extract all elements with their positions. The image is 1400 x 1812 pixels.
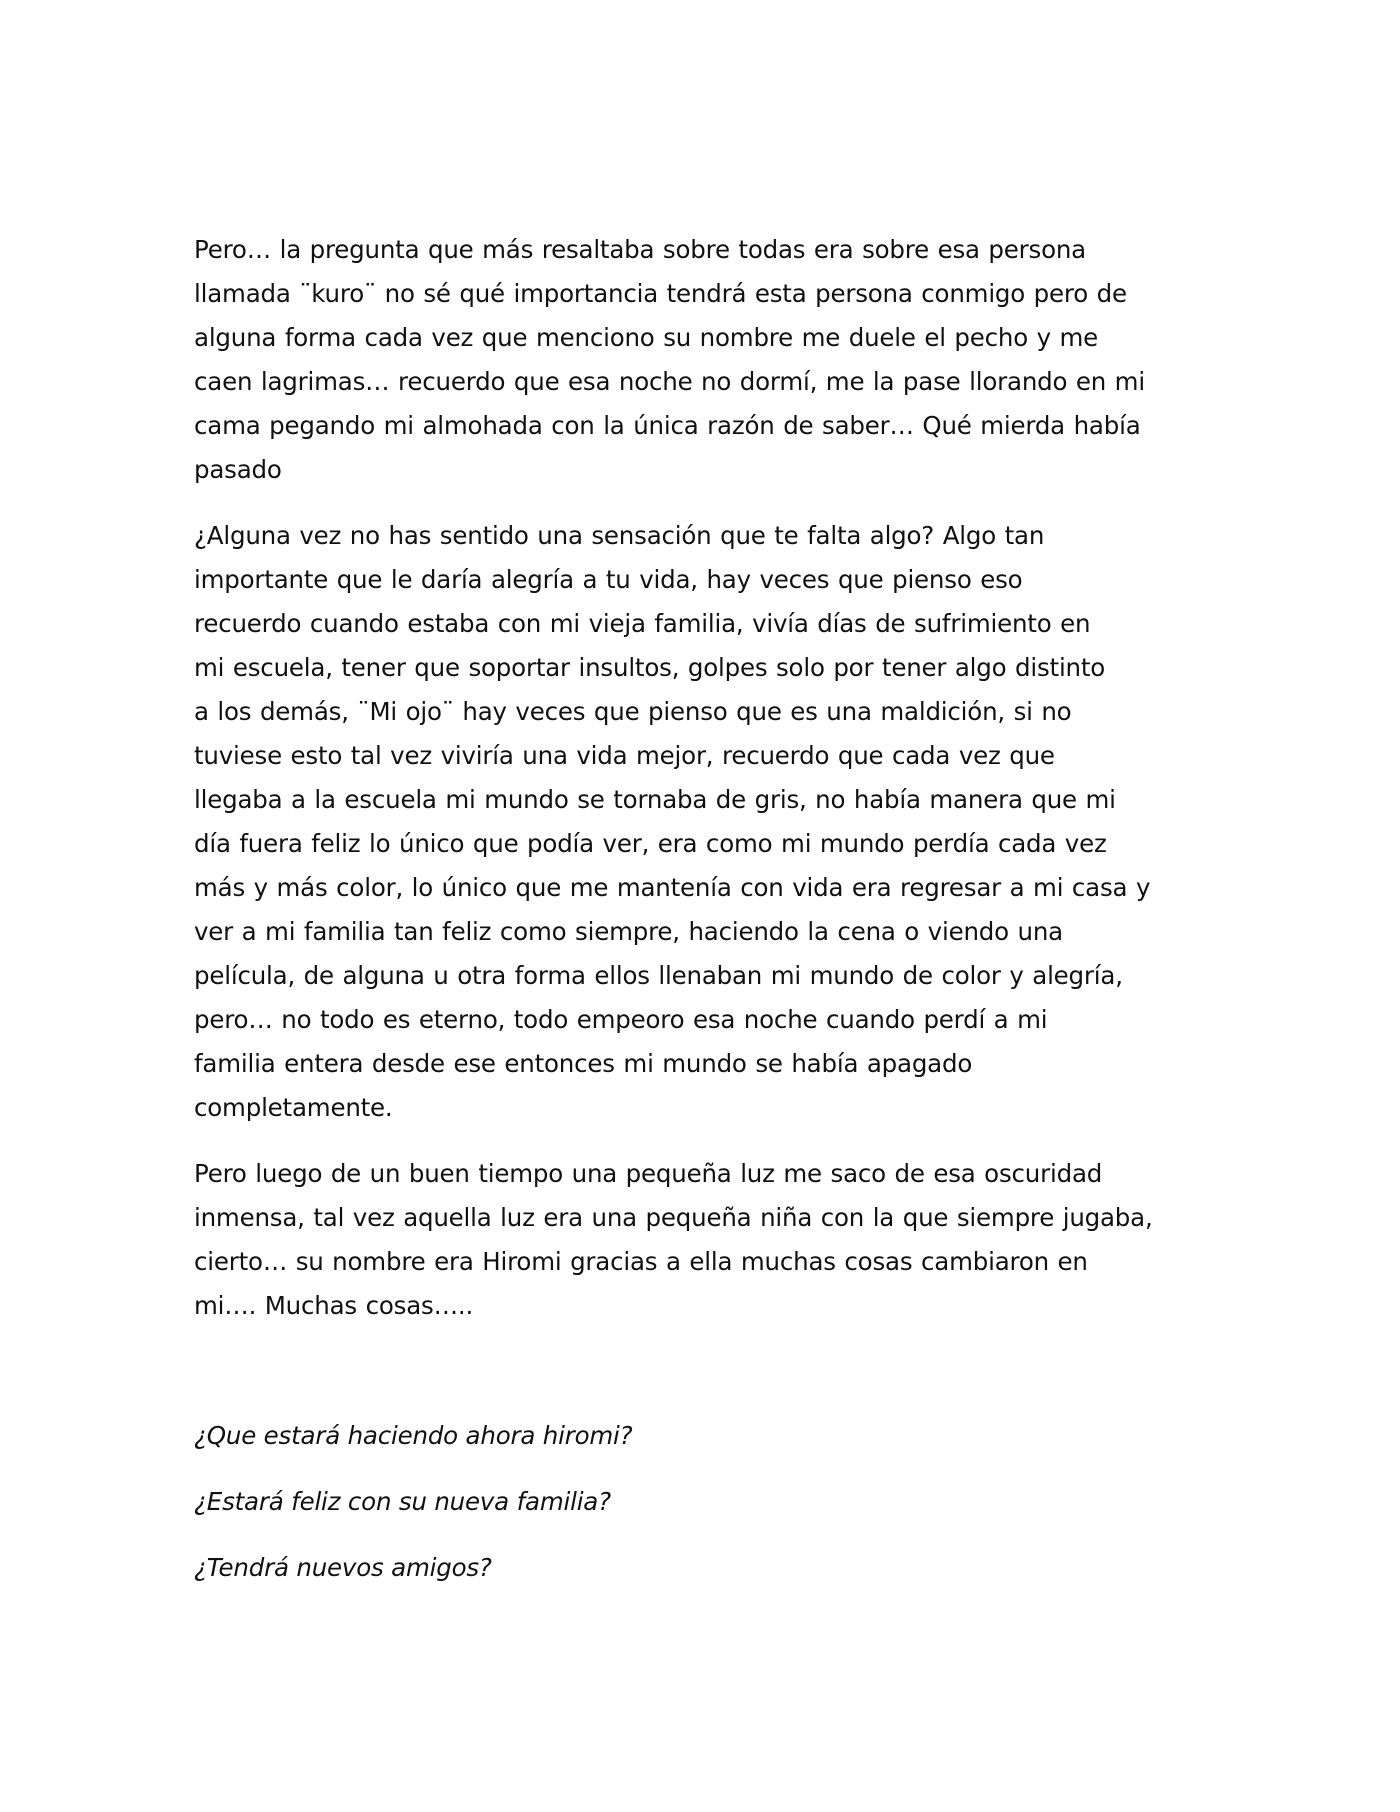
text-line: recuerdo cuando estaba con mi vieja familia, vivía días de sufrimiento en: [194, 609, 1091, 638]
text-line: tuviese esto tal vez viviría una vida mejor, recuerdo que cada vez que: [194, 741, 1055, 770]
text-line: cierto… su nombre era Hiromi gracias a ella muchas cosas cambiaron en: [194, 1247, 1088, 1276]
text-line: caen lagrimas… recuerdo que esa noche no dormí, me la pase llorando en mi: [194, 367, 1145, 396]
question-3: ¿Tendrá nuevos amigos?: [194, 1553, 492, 1582]
text-line: Pero… la pregunta que más resaltaba sobre todas era sobre esa persona: [194, 235, 1087, 264]
text-line: inmensa, tal vez aquella luz era una pequeña niña con la que siempre jugaba,: [194, 1203, 1153, 1232]
text-line: mi escuela, tener que soportar insultos, golpes solo por tener algo distinto: [194, 653, 1106, 682]
paragraph-3: [194, 1152, 1174, 1328]
text-line: pero… no todo es eterno, todo empeoro esa noche cuando perdí a mi: [194, 1005, 1048, 1034]
body-text: [194, 228, 1174, 1350]
text-line: Pero luego de un buen tiempo una pequeña luz me saco de esa oscuridad: [194, 1159, 1103, 1188]
text-line: alguna forma cada vez que menciono su nombre me duele el pecho y me: [194, 323, 1099, 352]
text-line: película, de alguna u otra forma ellos llenaban mi mundo de color y alegría,: [194, 961, 1123, 990]
text-line: mi…. Muchas cosas…..: [194, 1291, 474, 1320]
text-line: día fuera feliz lo único que podía ver, era como mi mundo perdía cada vez: [194, 829, 1107, 858]
questions-block: [194, 1414, 1174, 1612]
text-line: llegaba a la escuela mi mundo se tornaba de gris, no había manera que mi: [194, 785, 1116, 814]
question-2: ¿Estará feliz con su nueva familia?: [194, 1487, 611, 1516]
text-line: ¿Alguna vez no has sentido una sensación que te falta algo? Algo tan: [194, 521, 1045, 550]
paragraph-1: [194, 228, 1174, 492]
text-line: pasado: [194, 455, 282, 484]
text-line: completamente.: [194, 1093, 393, 1122]
text-line: a los demás, ¨Mi ojo¨ hay veces que pienso que es una maldición, si no: [194, 697, 1072, 726]
text-line: ver a mi familia tan feliz como siempre, haciendo la cena o viendo una: [194, 917, 1063, 946]
text-line: más y más color, lo único que me mantenía con vida era regresar a mi casa y: [194, 873, 1151, 902]
text-line: familia entera desde ese entonces mi mundo se había apagado: [194, 1049, 973, 1078]
text-line: llamada ¨kuro¨ no sé qué importancia tendrá esta persona conmigo pero de: [194, 279, 1127, 308]
question-1: ¿Que estará haciendo ahora hiromi?: [194, 1421, 633, 1450]
paragraph-2: [194, 514, 1174, 1130]
text-line: cama pegando mi almohada con la única razón de saber… Qué mierda había: [194, 411, 1141, 440]
text-line: importante que le daría alegría a tu vida, hay veces que pienso eso: [194, 565, 1023, 594]
